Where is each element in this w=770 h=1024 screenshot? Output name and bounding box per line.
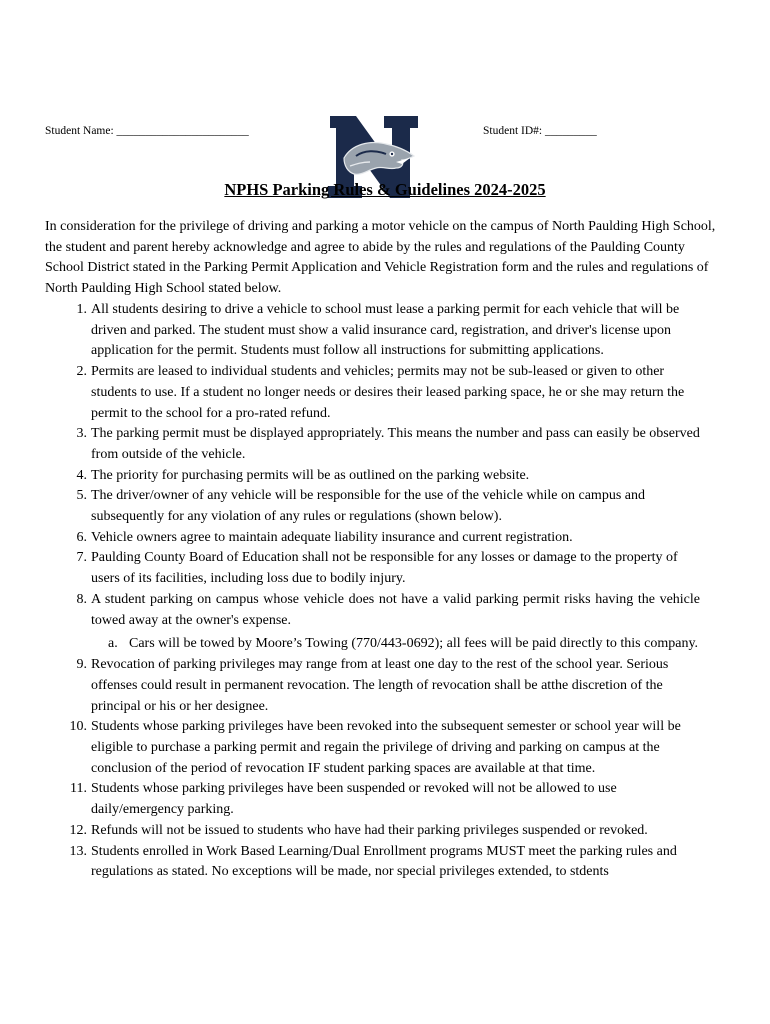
rule-text: Paulding County Board of Education shall not be responsible for any losses or damage to the property of users of its facilities, including loss due to bodily injury. — [91, 550, 678, 587]
sub-item-text: Cars will be towed by Moore’s Towing (770/443-0692); all fees will be paid directly to this company. — [129, 636, 699, 652]
rule-text: The driver/owner of any vehicle will be responsible for the use of the vehicle while on campus and subsequently for any violation of any rules or regulations (shown below). — [91, 488, 645, 525]
rule-text: The parking permit must be displayed appropriately. This means the number and pass can easily be observed from outside of the vehicle. — [91, 426, 700, 462]
rule-text: The priority for purchasing permits will be as outlined on the parking website. — [91, 467, 530, 483]
rule-item-13 — [45, 842, 735, 883]
rule-item-12 — [45, 821, 735, 842]
rule-number: 11. — [70, 781, 87, 797]
sub-item-letter: a. — [108, 636, 118, 652]
rule-number: 9. — [76, 657, 87, 673]
rule-text: A student parking on campus whose vehicle does not have a valid parking permit risks having the vehicle towed away at the owner's expense. — [91, 591, 700, 628]
rule-item-3 — [45, 424, 735, 465]
rule-text: Students whose parking privileges have been suspended or revoked will not be allowed to use daily/emergency parking. — [91, 781, 617, 818]
rule-number: 2. — [76, 364, 87, 380]
rule-number: 7. — [76, 550, 87, 566]
rule-item-5 — [45, 486, 735, 527]
student-name-field: Student Name: _______________________ — [45, 125, 249, 137]
rule-text: Permits are leased to individual students and vehicles; permits may not be sub-leased or given to other students to use. If a student no longer needs or desires their leased parking space, he or she may return the permit to the school for a pro-rated refund. — [91, 364, 685, 421]
rules-list — [45, 300, 735, 883]
rule-item-11 — [45, 779, 735, 820]
rule-text: Students whose parking privileges have been revoked into the subsequent semester or school year will be eligible to purchase a parking permit and regain the privilege of driving and parking on campus at the conclusion of the period of revocation IF student parking spaces are available at that time. — [91, 719, 681, 776]
rule-number: 1. — [76, 302, 87, 317]
rule-text: Vehicle owners agree to maintain adequate liability insurance and current registration. — [91, 529, 573, 545]
intro-paragraph: In consideration for the privilege of driving and parking a motor vehicle on the campus of North Paulding High School, the student and parent hereby acknowledge and agree to abide by the rules and regulations of the Paulding County School District stated in the Parking Permit Application and Vehicle Registration form and the rules and regulations of North Paulding High School stated below. — [45, 219, 716, 297]
rule-number: 12. — [69, 822, 87, 838]
rule-number: 10. — [69, 719, 87, 735]
sub-item-a — [45, 634, 735, 654]
document-title: NPHS Parking Rules & Guidelines 2024-2025 — [224, 180, 546, 199]
rule-number: 6. — [76, 529, 87, 545]
rule-item-1 — [45, 300, 735, 362]
rule-item-2 — [45, 362, 735, 424]
rule-number: 3. — [76, 426, 87, 442]
rule-text: Revocation of parking privileges may range from at least one day to the rest of the school year. Serious offenses could result in permanent revocation. The length of revocation shall be atthe discretion of the principal or his or her designee. — [91, 657, 669, 714]
rule-item-4 — [45, 466, 735, 487]
rule-item-8 — [45, 590, 735, 631]
rule-number: 5. — [76, 488, 87, 504]
rule-number: 8. — [76, 591, 87, 607]
rule-number: 13. — [69, 843, 87, 859]
document-header — [0, 0, 770, 180]
rule-text: Students enrolled in Work Based Learning/Dual Enrollment programs MUST meet the parking rules and regulations as stated. No exceptions will be made, nor special privileges extended, to stdents — [91, 843, 677, 880]
rule-text: Refunds will not be issued to students who have had their parking privileges suspended or revoked. — [91, 822, 648, 838]
rule-item-7 — [45, 548, 735, 589]
rule-number: 4. — [76, 467, 87, 483]
rule-item-9 — [45, 655, 735, 717]
rule-item-6 — [45, 528, 735, 549]
student-id-field: Student ID#: _________ — [483, 125, 597, 137]
rule-item-10 — [45, 717, 735, 779]
rule-text: All students desiring to drive a vehicle to school must lease a parking permit for each vehicle that will be driven and parked. The student must show a valid insurance card, registration, and driver's license upon application for the permit. Students must follow all instructions for submitting applications. — [91, 302, 680, 359]
